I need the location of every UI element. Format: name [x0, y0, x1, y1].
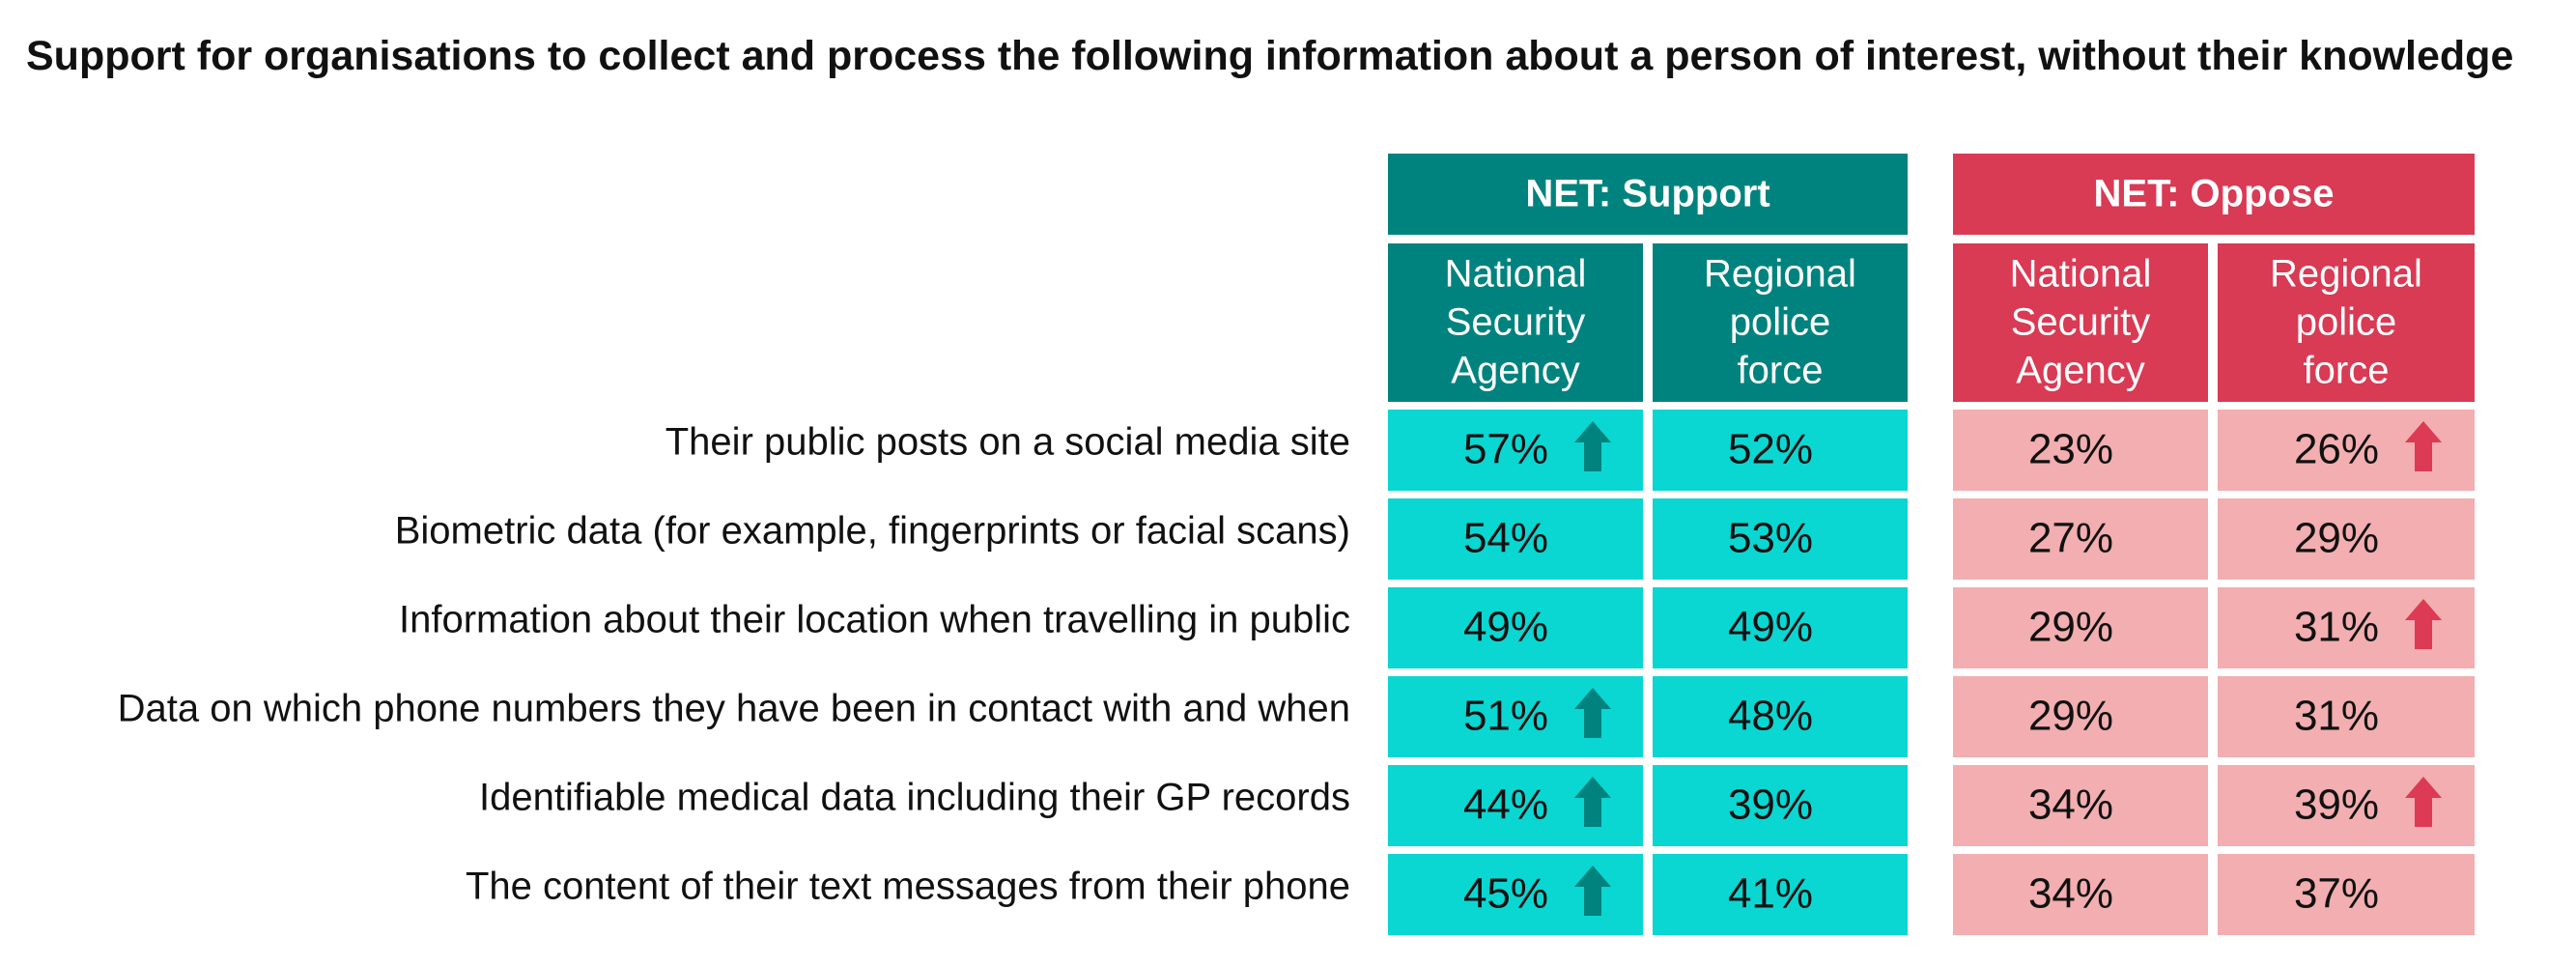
- data-label: 29%: [2293, 514, 2380, 562]
- page-title: Support for organisations to collect and process the following information about a person of interest, without their knowledge: [26, 33, 2514, 79]
- data-label: 39%: [1727, 781, 1814, 829]
- column-header-label: Regional: [2270, 252, 2422, 296]
- data-label: 39%: [2293, 781, 2380, 829]
- data-label: 26%: [2293, 425, 2380, 473]
- group-header-label: NET: Support: [1525, 172, 1770, 215]
- row-label: Their public posts on a social media site: [665, 420, 1350, 464]
- row-label: The content of their text messages from their phone: [465, 865, 1350, 908]
- row-label: Identifiable medical data including their GP records: [479, 776, 1350, 819]
- group-header-label: NET: Oppose: [2093, 172, 2335, 215]
- column-header-label: Agency: [1451, 349, 1580, 392]
- column-header-label: National: [2009, 252, 2152, 296]
- data-label: 41%: [1727, 869, 1814, 918]
- data-label: 31%: [2293, 603, 2380, 651]
- column-header-label: Regional: [1704, 252, 1856, 296]
- data-label: 44%: [1462, 781, 1549, 829]
- data-label: 34%: [2027, 869, 2114, 918]
- data-label: 37%: [2293, 869, 2380, 918]
- column-header-label: Agency: [2016, 349, 2145, 392]
- data-label: 49%: [1727, 603, 1814, 651]
- data-label: 27%: [2027, 514, 2114, 562]
- column-header-label: police: [1729, 300, 1831, 344]
- row-label: Biometric data (for example, fingerprints or facial scans): [394, 509, 1350, 553]
- data-label: 31%: [2293, 692, 2380, 740]
- data-label: 34%: [2027, 781, 2114, 829]
- column-header-label: Security: [2010, 300, 2151, 344]
- data-label: 29%: [2027, 603, 2114, 651]
- column-header-label: force: [2303, 349, 2390, 392]
- data-label: 54%: [1462, 514, 1549, 562]
- data-label: 29%: [2027, 692, 2114, 740]
- data-label: 52%: [1727, 425, 1814, 473]
- row-label: Information about their location when travelling in public: [398, 598, 1350, 641]
- data-label: 57%: [1462, 425, 1549, 473]
- column-header-label: National: [1444, 252, 1587, 296]
- column-header-label: Security: [1445, 300, 1586, 344]
- data-label: 48%: [1727, 692, 1814, 740]
- column-header-label: force: [1737, 349, 1824, 392]
- column-header-label: police: [2295, 300, 2397, 344]
- data-label: 45%: [1462, 869, 1549, 918]
- data-label: 53%: [1727, 514, 1814, 562]
- row-label: Data on which phone numbers they have been in contact with and when: [117, 687, 1350, 730]
- data-label: 51%: [1462, 692, 1549, 740]
- data-label: 23%: [2027, 425, 2114, 473]
- data-label: 49%: [1462, 603, 1549, 651]
